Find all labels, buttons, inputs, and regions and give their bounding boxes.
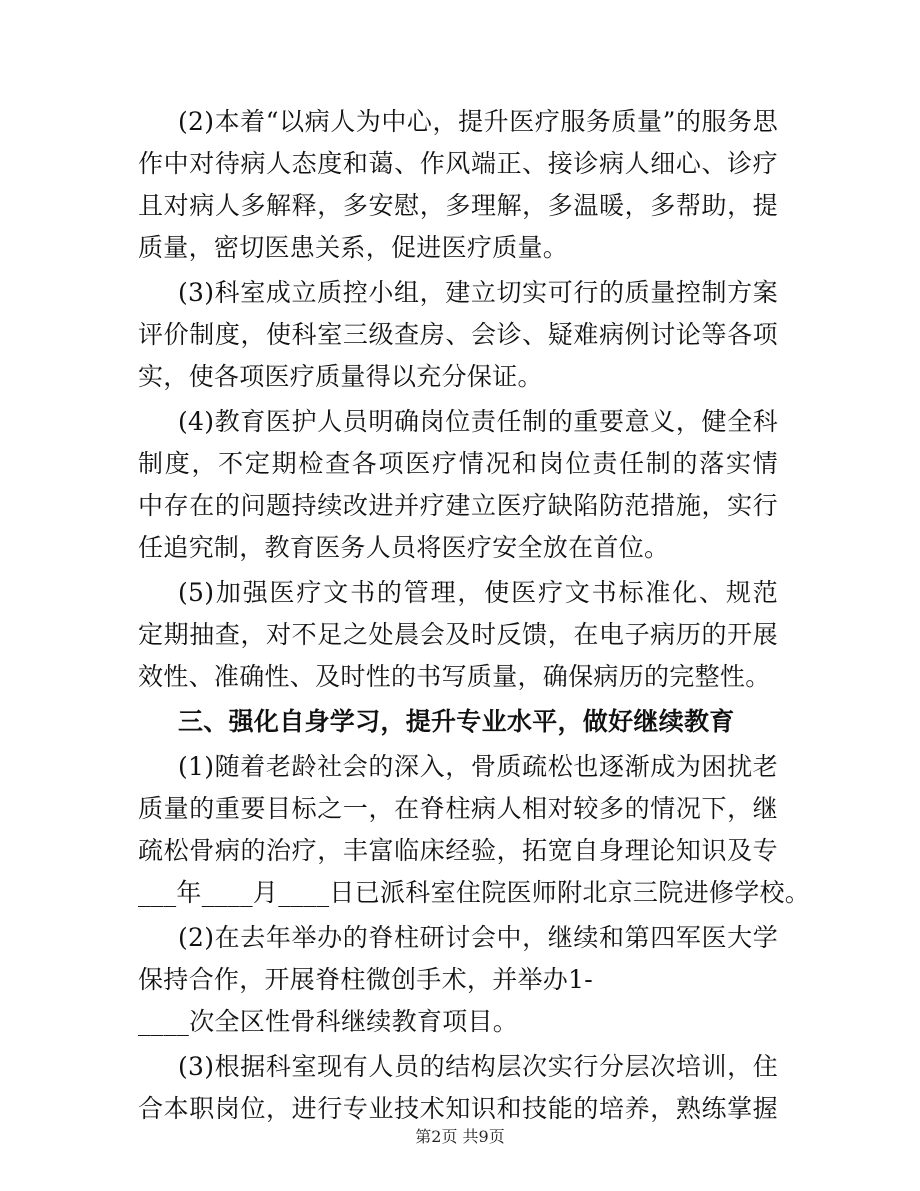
paragraph-line	[0, 786, 920, 832]
paragraph-line	[0, 828, 920, 874]
line-text: 中存在的问题持续改进并疗建立医疗缺陷防范措施，实行	[138, 491, 778, 520]
paragraph-line	[0, 441, 920, 487]
line-text: 效性、准确性、及时性的书写质量，确保病历的完整性。	[138, 662, 771, 691]
paragraph-line	[0, 183, 920, 229]
line-text: 合本职岗位，进行专业技术知识和技能的培养，熟练掌握	[138, 1094, 778, 1123]
line-text: 实，使各项医疗质量得以充分保证。	[138, 362, 543, 391]
line-text: (3)根据科室现有人员的结构层次实行分层次培训，住	[178, 1052, 778, 1081]
line-text: (2)在去年举办的脊柱研讨会中，继续和第四军医大学	[178, 923, 778, 952]
line-text: 保持合作，开展脊柱微创手术，并举办1-	[138, 965, 594, 994]
paragraph-line	[0, 99, 920, 145]
paragraph-line	[0, 483, 920, 529]
line-text: 作中对待病人态度和蔼、作风端正、接诊病人细心、诊疗	[138, 149, 778, 178]
line-text: 质量的重要目标之一，在脊柱病人相对较多的情况下，继	[138, 794, 778, 823]
paragraph-line	[0, 141, 920, 187]
line-text: 评价制度，使科室三级查房、会诊、疑难病例讨论等各项	[138, 320, 778, 349]
paragraph-line	[0, 525, 920, 571]
line-text: 任追究制，教育医务人员将医疗安全放在首位。	[138, 533, 670, 562]
paragraph-line	[0, 270, 920, 316]
heading-text: 三、强化自身学习，提升专业水平，做好继续教育	[178, 707, 735, 736]
line-text: (4)教育医护人员明确岗位责任制的重要意义，健全科	[178, 407, 778, 436]
line-text: 制度，不定期检查各项医疗情况和岗位责任制的落实情	[138, 449, 778, 478]
page-footer	[0, 1126, 920, 1148]
line-text: ___年____月____日已派科室住院医师附北京三院进修学校。	[138, 878, 811, 907]
paragraph-line	[0, 612, 920, 658]
paragraph-line	[0, 354, 920, 400]
line-text: (1)随着老龄社会的深入，骨质疏松也逐渐成为困扰老	[178, 752, 778, 781]
line-text: 定期抽查，对不足之处晨会及时反馈，在电子病历的开展	[138, 620, 778, 649]
paragraph-line	[0, 570, 920, 616]
paragraph-line	[0, 957, 920, 1003]
line-text: 质量，密切医患关系，促进医疗质量。	[138, 233, 569, 262]
page-number-label: 第2页 共9页	[415, 1127, 505, 1146]
paragraph-line	[0, 999, 920, 1045]
paragraph-line	[0, 312, 920, 358]
paragraph-line	[0, 399, 920, 445]
line-text: (2)本着“以病人为中心，提升医疗服务质量”的服务思	[178, 107, 778, 136]
paragraph-line	[0, 915, 920, 961]
line-text: (3)科室成立质控小组，建立切实可行的质量控制方案	[178, 278, 778, 307]
line-text: (5)加强医疗文书的管理，使医疗文书标准化、规范	[178, 578, 778, 607]
section-heading	[0, 699, 920, 745]
line-text: ____次全区性骨科继续教育项目。	[138, 1007, 519, 1036]
line-text: 且对病人多解释，多安慰，多理解，多温暖，多帮助，提	[138, 191, 778, 220]
line-text: 疏松骨病的治疗，丰富临床经验，拓宽自身理论知识及专	[138, 836, 778, 865]
paragraph-line	[0, 870, 920, 916]
paragraph-line	[0, 744, 920, 790]
paragraph-line	[0, 225, 920, 271]
paragraph-line	[0, 654, 920, 700]
paragraph-line	[0, 1044, 920, 1090]
